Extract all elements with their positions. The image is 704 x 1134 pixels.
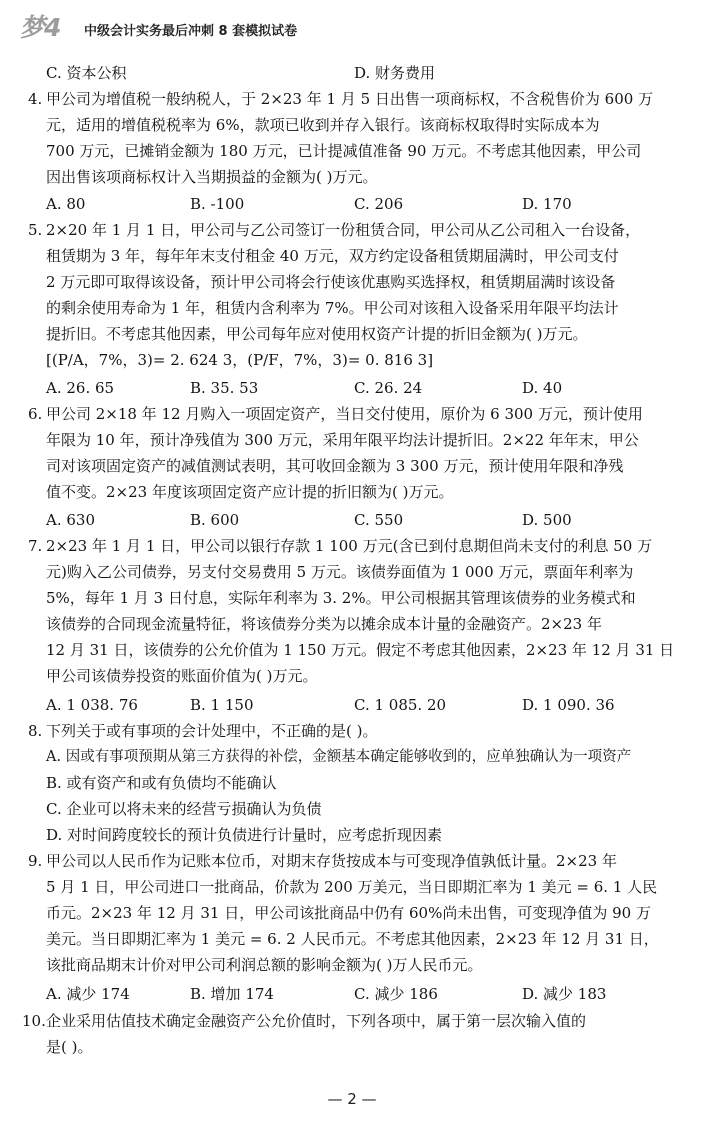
option-c: C. 206: [354, 195, 404, 213]
question-text-line: 2 万元即可取得该设备，预计甲公司将会行使该优惠购买选择权，租赁期届满时该设备: [46, 273, 616, 291]
option-b: B. 或有资产和或有负债均不能确认: [46, 774, 277, 792]
question-text-line: 元)购入乙公司债券，另支付交易费用 5 万元。该债券面值为 1 000 万元，票面年利率为: [46, 563, 634, 581]
series-logo: 梦4: [20, 13, 61, 42]
option-c: C. 1 085. 20: [354, 696, 447, 714]
option-b: B. -100: [190, 195, 245, 213]
question-text-line: 2×20 年 1 月 1 日，甲公司与乙公司签订一份租赁合同，甲公司从乙公司租入一台设备，: [46, 221, 641, 239]
option-a: A. 630: [46, 511, 95, 529]
question-text-line: 甲公司为增值税一般纳税人，于 2×23 年 1 月 5 日出售一项商标权，不含税售价为 600 万: [46, 90, 654, 108]
question-text-line: 2×23 年 1 月 1 日，甲公司以银行存款 1 100 万元(含已到付息期但尚未支付的利息 50 万: [46, 537, 653, 555]
option-c: C. 减少 186: [354, 985, 438, 1003]
question-text-line: 下列关于或有事项的会计处理中，不正确的是( )。: [46, 722, 378, 740]
option-d: D. 500: [522, 511, 572, 529]
question-text-line: 甲公司该债券投资的账面价值为( )万元。: [46, 667, 318, 685]
option-a: A. 80: [46, 195, 86, 213]
question-text-line: 该批商品期末计价对甲公司利润总额的影响金额为( )万人民币元。: [46, 956, 483, 974]
option-c: C. 企业可以将未来的经营亏损确认为负债: [46, 800, 322, 818]
page-number: — 2 —: [327, 1090, 377, 1108]
question-text-line: 是( )。: [46, 1038, 93, 1056]
prev-option-d: D. 财务费用: [354, 64, 436, 82]
option-d: D. 1 090. 36: [522, 696, 615, 714]
question-text-line: 司对该项固定资产的减值测试表明，其可收回金额为 3 300 万元，预计使用年限和净残: [46, 457, 624, 475]
question-text-line: 元，适用的增值税税率为 6%，款项已收到并存入银行。该商标权取得时实际成本为: [46, 116, 600, 134]
option-c: C. 26. 24: [354, 379, 423, 397]
option-b: B. 1 150: [190, 696, 254, 714]
question-number: 4.: [28, 90, 43, 108]
question-text-line: 12 月 31 日，该债券的公允价值为 1 150 万元。假定不考虑其他因素，2×23 年 12 月 31 日: [46, 641, 675, 659]
question-number: 6.: [28, 405, 43, 423]
question-number: 8.: [28, 722, 43, 740]
question-text-line: 700 万元，已摊销金额为 180 万元，已计提减值准备 90 万元。不考虑其他因素，甲公司: [46, 142, 642, 160]
option-d: D. 40: [522, 379, 563, 397]
question-text-line: 企业采用估值技术确定金融资产公允价值时，下列各项中，属于第一层次输入值的: [46, 1012, 587, 1030]
question-text-line: 5 月 1 日，甲公司进口一批商品，价款为 200 万美元，当日即期汇率为 1 美元 = 6. 1 人民: [46, 878, 658, 896]
question-text-line: 甲公司以人民币作为记账本位币，对期末存货按成本与可变现净值孰低计量。2×23 年: [46, 852, 617, 870]
option-d: D. 170: [522, 195, 572, 213]
question-text-line: 年限为 10 年，预计净残值为 300 万元，采用年限平均法计提折旧。2×22 年年末，甲公: [46, 431, 639, 449]
question-text-line: 甲公司 2×18 年 12 月购入一项固定资产，当日交付使用，原价为 6 300 万元，预计使用: [46, 405, 643, 423]
question-text-line: 因出售该项商标权计入当期损益的金额为( )万元。: [46, 168, 378, 186]
question-text-line: 值不变。2×23 年度该项固定资产应计提的折旧额为( )万元。: [46, 483, 454, 501]
question-text-line: 美元。当日即期汇率为 1 美元 = 6. 2 人民币元。不考虑其他因素，2×23 年 12 月 31 日，: [46, 930, 659, 948]
page-header: [20, 6, 684, 50]
option-a: A. 减少 174: [46, 985, 130, 1003]
option-d: D. 减少 183: [522, 985, 607, 1003]
book-title: 中级会计实务最后冲刺 8 套模拟试卷: [84, 24, 298, 39]
question-text-line: 提折旧。不考虑其他因素，甲公司每年应对使用权资产计提的折旧金额为( )万元。: [46, 325, 588, 343]
question-number: 7.: [28, 537, 43, 555]
question-text-line: [(P/A，7%，3)= 2. 624 3，(P/F，7%，3)= 0. 816 3]: [46, 351, 434, 369]
option-b: B. 增加 174: [190, 985, 274, 1003]
question-number: 9.: [28, 852, 43, 870]
option-a: A. 26. 65: [46, 379, 115, 397]
question-text-line: 的剩余使用寿命为 1 年，租赁内含利率为 7%。甲公司对该租入设备采用年限平均法计: [46, 299, 619, 317]
question-text-line: 该债券的合同现金流量特征，将该债券分类为以摊余成本计量的金融资产。2×23 年: [46, 615, 602, 633]
option-c: C. 550: [354, 511, 404, 529]
option-b: B. 600: [190, 511, 240, 529]
question-text-line: 币元。2×23 年 12 月 31 日，甲公司该批商品中仍有 60%尚未出售，可变现净值为 90 万: [46, 904, 651, 922]
option-a: A. 1 038. 76: [46, 696, 138, 714]
option-d: D. 对时间跨度较长的预计负债进行计量时，应考虑折现因素: [46, 826, 443, 844]
question-number: 5.: [28, 221, 43, 239]
option-a: A. 因或有事项预期从第三方获得的补偿，金额基本确定能够收到的，应单独确认为一项资产: [46, 749, 632, 765]
prev-option-c: C. 资本公积: [46, 64, 127, 82]
question-text-line: 5%，每年 1 月 3 日付息，实际年利率为 3. 2%。甲公司根据其管理该债券的业务模式和: [46, 589, 636, 607]
question-number: 10.: [22, 1012, 46, 1030]
question-text-line: 租赁期为 3 年，每年年末支付租金 40 万元，双方约定设备租赁期届满时，甲公司支付: [46, 247, 619, 265]
option-b: B. 35. 53: [190, 379, 259, 397]
